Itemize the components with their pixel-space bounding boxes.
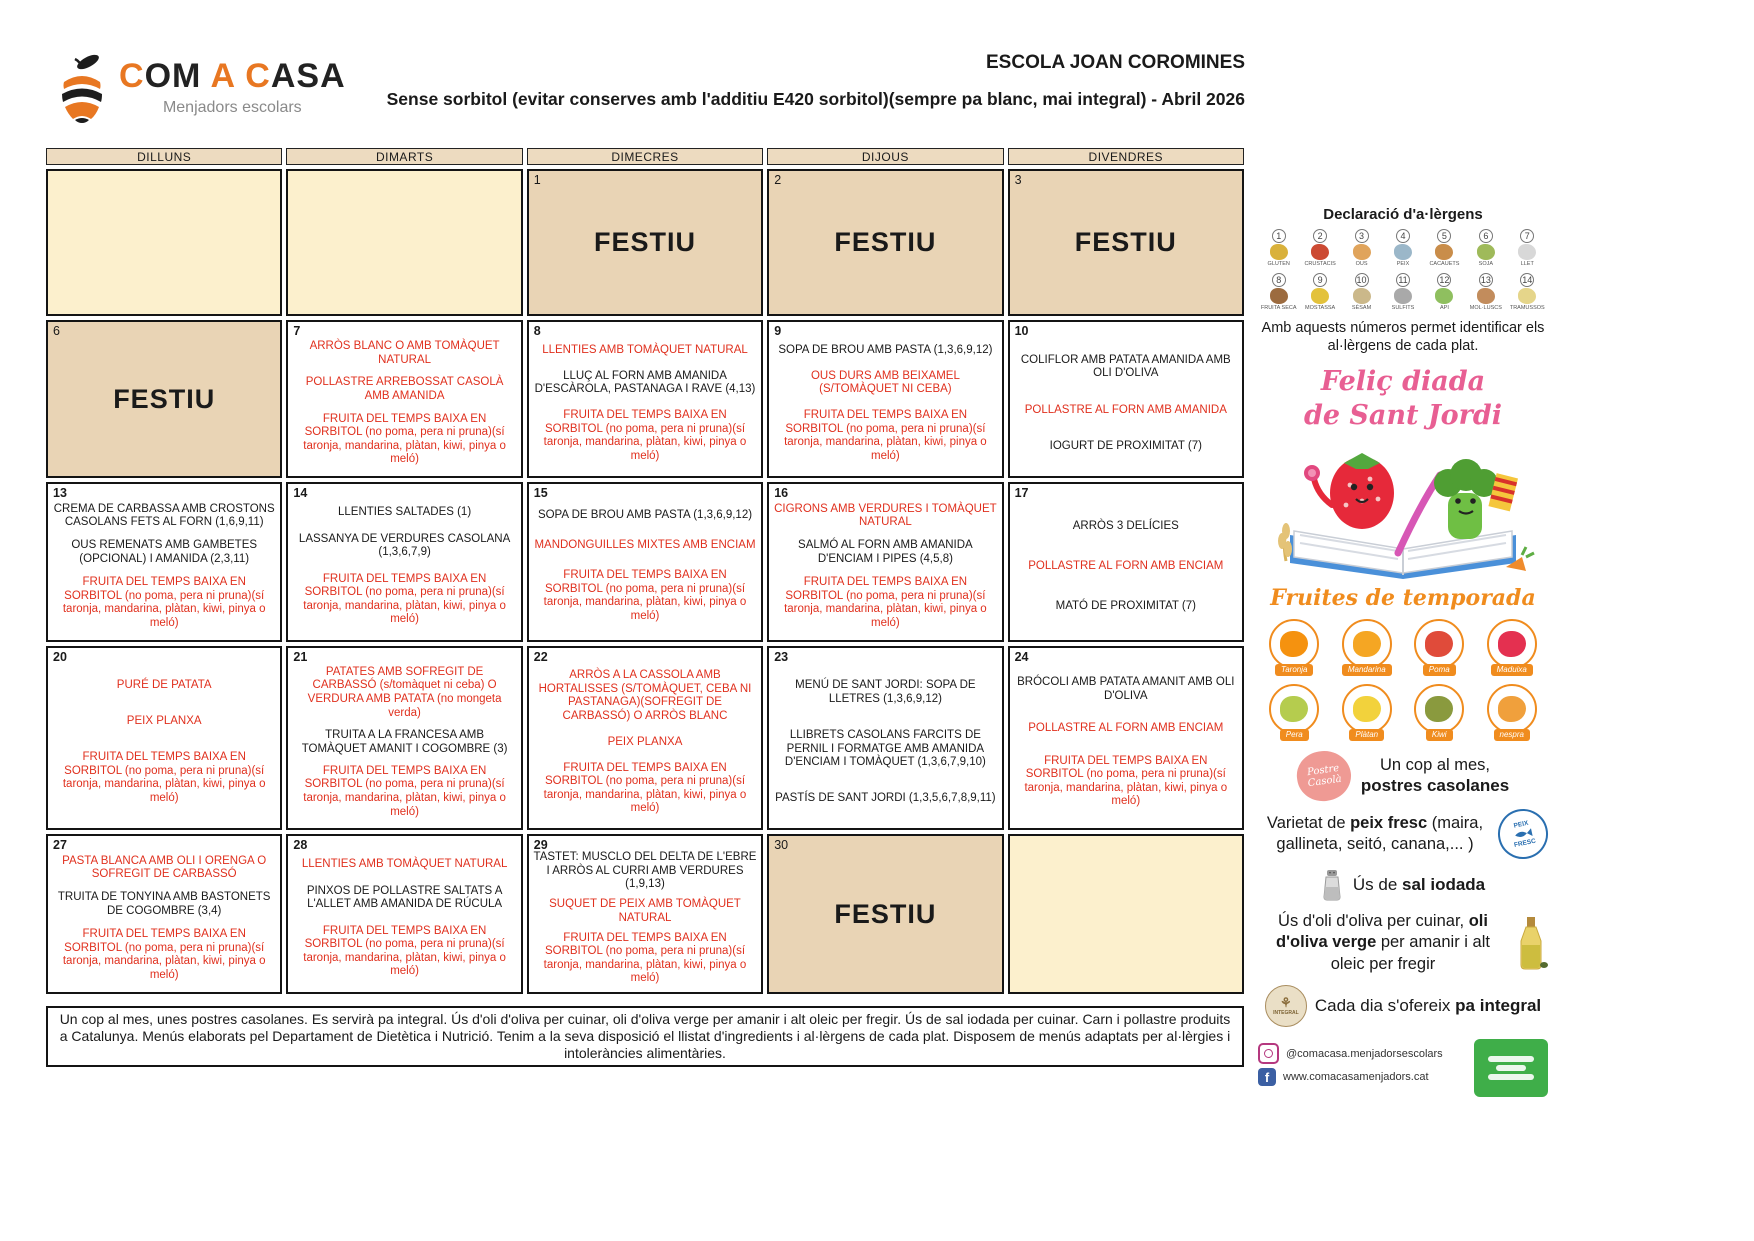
banana-icon (1353, 696, 1381, 722)
nuts-icon (1270, 288, 1288, 304)
day-number: 1 (533, 173, 541, 187)
allergen-title: Declaració d'a·lèrgens (1323, 206, 1483, 223)
mollusc-icon (1477, 288, 1495, 304)
iodized-salt-text: Ús de sal iodada (1352, 874, 1486, 894)
day-cell-8 (527, 320, 763, 478)
allergen-fruita-seca: 8 FRUITA SECA (1260, 275, 1297, 312)
festiu-cell-2 (767, 169, 1003, 316)
homemade-desserts-row (1297, 751, 1509, 801)
fruit-taronja: Taronja (1258, 619, 1331, 676)
day-number: 20 (53, 650, 67, 664)
logo-subtitle: Menjadors escolars (162, 99, 302, 116)
menu-item: MENÚ DE SANT JORDI: SOPA DE LLETRES (1,3,6,9,12) (795, 679, 976, 705)
fruits-title: Fruites de temporada (1270, 584, 1536, 611)
loquat-icon (1498, 696, 1526, 722)
allergen-mol-luscs: 13 MOL·LUSCS (1469, 275, 1502, 312)
allergen-api: 12 API (1424, 273, 1465, 311)
allergen-cacauets: 5 CACAUETS (1429, 231, 1460, 267)
partner-logo-mark (1496, 1065, 1526, 1071)
festiu-cell-6 (46, 320, 282, 478)
day-number: 16 (774, 486, 789, 500)
day-cell-14 (286, 482, 522, 642)
menu-item: IOGURT DE PROXIMITAT (7) (1049, 439, 1202, 452)
day-number: 29 (533, 838, 548, 852)
menu-item: FRUITA DEL TEMPS BAIXA EN SORBITOL (no poma, pera ni pruna)(sí taronja, mandarina, plàtan, kiwi, pinya o meló) (543, 931, 747, 985)
partner-logo-mark (1488, 1074, 1534, 1080)
menu-item: LLENTIES SALTADES (1) (338, 506, 472, 519)
festiu-label: FESTIU (834, 227, 937, 257)
sidebar (1258, 206, 1548, 1101)
festiu-cell-3 (1008, 169, 1244, 316)
brand-logo (55, 52, 346, 124)
day-number: 30 (774, 838, 789, 852)
fruit-mandarina: Mandarina (1331, 619, 1404, 676)
menu-item: POLLASTRE AL FORN AMB ENCIAM (1028, 559, 1224, 572)
menu-item: FRUITA DEL TEMPS BAIXA EN SORBITOL (no poma, pera ni pruna)(sí taronja, mandarina, plàtan, kiwi, pinya o meló) (303, 572, 506, 626)
peanut-icon (1435, 244, 1453, 260)
day-cell-21 (286, 646, 522, 830)
olive-oil-row (1258, 911, 1548, 975)
menu-item: TASTET: MUSCLO DEL DELTA DE L'EBRE I ARRÒS AL CURRI AMB VERDURES (1,9,13) (533, 851, 757, 891)
school-name: ESCOLA JOAN COROMINES (986, 52, 1245, 73)
day-cell-17 (1008, 482, 1244, 642)
menu-item: FRUITA DEL TEMPS BAIXA EN SORBITOL (no poma, pera ni pruna)(sí taronja, mandarina, plàtan, kiwi, pinya o meló) (303, 764, 506, 818)
oil-bottle-icon (1514, 915, 1548, 971)
day-header-divendres: DIVENDRES (1008, 148, 1244, 165)
day-cell-10 (1008, 320, 1244, 478)
allergen-soja: 6 SOJA (1478, 231, 1494, 267)
day-number: 7 (293, 324, 301, 338)
festiu-label: FESTIU (1074, 227, 1177, 257)
day-number: 22 (533, 650, 548, 664)
day-header-dimecres: DIMECRES (527, 148, 763, 165)
menu-item: PEIX PLANXA (126, 715, 202, 728)
empty-cell (46, 169, 282, 316)
day-cell-20 (46, 646, 282, 830)
menu-item: PASTÍS DE SANT JORDI (1,3,5,6,7,8,9,11) (775, 792, 996, 805)
integral-badge: ⚘ INTEGRAL (1265, 985, 1307, 1027)
day-header-dijous: DIJOUS (767, 148, 1003, 165)
mandarin-icon (1353, 631, 1381, 657)
menu-item: FRUITA DEL TEMPS BAIXA EN SORBITOL (no poma, pera ni pruna)(sí taronja, mandarina, plàtan, kiwi, pinya o meló) (784, 576, 987, 629)
footer-note: Un cop al mes, unes postres casolanes. Es servirà pa integral. Ús d'oli d'oliva per cuinar, oli d'oliva verge per amanir i alt oleic per fregir. Ús de sal iodada per cuinar. Carn i pollastre produits a Catalunya. Menús elaborats pel Departament de Dietètica i Nutrició. Tenim a la seva disposició el llistat d'ingredients i al·lèrgens de cada plat. Disposem de menús adaptats per al·lèrgies i intoleràncies alimentàries. (46, 1006, 1244, 1067)
sesame-icon (1353, 288, 1371, 304)
apple-icon (1425, 631, 1453, 657)
kiwi-icon (1425, 696, 1453, 722)
menu-item: MANDONGUILLES MIXTES AMB ENCIAM (534, 539, 756, 552)
strawberry-character (1304, 453, 1394, 529)
festiu-cell-1 (527, 169, 763, 316)
day-cell-24 (1008, 646, 1244, 830)
olive-oil-text: Ús d'oli d'oliva per cuinar, oli d'oliva verge per amanir i alt oleic per fregir (1276, 911, 1490, 973)
orange-icon (1280, 631, 1308, 657)
pear-icon (1280, 696, 1308, 722)
wheat-icon: ⚘ (1280, 995, 1292, 1011)
iodized-salt-row (1321, 869, 1485, 901)
allergen-gluten: 1 GLUTEN (1267, 231, 1290, 267)
eggs-icon (1353, 244, 1371, 260)
strawberry-icon (1498, 631, 1526, 657)
facebook-icon: f (1258, 1068, 1276, 1086)
milk-icon (1518, 244, 1536, 260)
allergen-grid (1258, 229, 1548, 311)
menu-item: LLENTIES AMB TOMÀQUET NATURAL (301, 858, 508, 871)
allergen-mostassa: 9 MOSTASSA (1305, 275, 1336, 312)
menu-item: SALMÓ AL FORN AMB AMANIDA D'ENCIAM I PIPES (4,5,8) (798, 539, 973, 565)
celery-icon (1435, 288, 1453, 304)
menu-item: FRUITA DEL TEMPS BAIXA EN SORBITOL (no poma, pera ni pruna)(sí taronja, mandarina, plàtan, kiwi, pinya o meló) (543, 761, 747, 815)
salt-shaker-icon (1321, 869, 1343, 901)
menu-item: FRUITA DEL TEMPS BAIXA EN SORBITOL (no poma, pera ni pruna)(sí taronja, mandarina, plàtan, kiwi, pinya o meló) (303, 412, 506, 466)
website-url[interactable]: www.comacasamenjadors.cat (1283, 1071, 1429, 1084)
day-cell-16 (767, 482, 1003, 642)
menu-item: LLIBRETS CASOLANS FARCITS DE PERNIL I FORMATGE AMB AMANIDA D'ENCIAM I TOMÀQUET (1,3,6,7,9,10) (784, 728, 986, 769)
fresh-fish-text: Varietat de peix fresc (maira, gallineta, seitó, canana,... ) (1266, 814, 1484, 853)
menu-item: ARRÒS A LA CASSOLA AMB HORTALISSES (S/TOMÀQUET, CEBA NI PASTANAGA)(SOFREGIT DE CARBASSÓ) O ARRÒS BLANC (538, 669, 752, 722)
wheat-icon (1270, 244, 1288, 260)
menu-item: POLLASTRE AL FORN AMB AMANIDA (1024, 403, 1227, 416)
day-cell-28 (286, 834, 522, 994)
menu-item: FRUITA DEL TEMPS BAIXA EN SORBITOL (no poma, pera ni pruna)(sí taronja, mandarina, plàtan, kiwi, pinya o meló) (62, 576, 266, 629)
fresh-fish-stamp: PEIX FRESC (1493, 804, 1552, 863)
day-number: 8 (533, 324, 541, 338)
sant-jordi-greeting: Feliç diada de Sant Jordi (1303, 366, 1503, 432)
fruit-nespra: nespra (1476, 684, 1549, 741)
day-number: 2 (774, 173, 782, 187)
day-number: 28 (293, 838, 308, 852)
fruit-poma: Poma (1403, 619, 1476, 676)
fruit-kiwi: Kiwi (1403, 684, 1476, 741)
menu-item: PASTA BLANCA AMB OLI I ORENGA O SOFREGIT DE CARBASSÓ (62, 854, 267, 881)
calendar-grid (46, 148, 1244, 994)
menu-item: CREMA DE CARBASSA AMB CROSTONS CASOLANS FETS AL FORN (1,6,9,11) (53, 502, 275, 529)
wholegrain-bread-text: Cada dia s'ofereix pa integral (1314, 996, 1542, 1016)
day-number: 6 (53, 324, 60, 338)
day-number: 9 (774, 324, 782, 338)
fruit-pera: Pera (1258, 684, 1331, 741)
day-header-dimarts: DIMARTS (286, 148, 522, 165)
menu-item: MATÓ DE PROXIMITAT (7) (1055, 599, 1196, 612)
menu-item: FRUITA DEL TEMPS BAIXA EN SORBITOL (no poma, pera ni pruna)(sí taronja, mandarina, plàtan, kiwi, pinya o meló) (62, 751, 266, 805)
partner-logo-mark (1488, 1056, 1534, 1062)
day-cell-13 (46, 482, 282, 642)
menu-title: Sense sorbitol (evitar conserves amb l'additiu E420 sorbitol)(sempre pa blanc, mai integral) - Abril 2026 (386, 89, 1245, 109)
day-number: 14 (293, 486, 308, 500)
menu-item: LLENTIES AMB TOMÀQUET NATURAL (542, 343, 748, 356)
menu-item: POLLASTRE AL FORN AMB ENCIAM (1028, 722, 1224, 735)
day-number: 15 (533, 486, 548, 500)
logo-title: COM A CASA (119, 57, 346, 95)
shrimp-icon (1311, 244, 1329, 260)
menu-item: SOPA DE BROU AMB PASTA (1,3,6,9,12) (778, 343, 993, 356)
day-number: 10 (1014, 324, 1029, 338)
wholegrain-bread-row (1265, 985, 1541, 1027)
allergen-ous: 3 OUS (1341, 229, 1382, 267)
menu-item: PURÉ DE PATATA (116, 679, 212, 692)
menu-item: OUS REMENATS AMB GAMBETES (OPCIONAL) I AMANIDA (2,3,11) (71, 539, 258, 565)
fruits-grid (1258, 619, 1548, 741)
festiu-label: FESTIU (834, 898, 937, 929)
menu-item: FRUITA DEL TEMPS BAIXA EN SORBITOL (no poma, pera ni pruna)(sí taronja, mandarina, plàtan, kiwi, pinya o meló) (784, 409, 987, 462)
fresh-fish-row (1258, 809, 1548, 859)
festiu-label: FESTIU (113, 383, 216, 414)
apple-logo-icon (55, 52, 109, 124)
allergen-s-sam: 10 SÈSAM (1351, 275, 1372, 312)
fruit-maduixa: Maduixa (1476, 619, 1549, 676)
empty-cell (1008, 834, 1244, 994)
broccoli-character (1434, 459, 1518, 539)
day-header-dilluns: DILLUNS (46, 148, 282, 165)
instagram-icon (1258, 1043, 1279, 1064)
day-cell-29 (527, 834, 763, 994)
menu-item: FRUITA DEL TEMPS BAIXA EN SORBITOL (no poma, pera ni pruna)(sí taronja, mandarina, plàtan, kiwi, pinya o meló) (543, 409, 747, 462)
menu-item: OUS DURS AMB BEIXAMEL (S/TOMÀQUET NI CEBA) (810, 369, 960, 396)
partner-logo (1474, 1039, 1548, 1097)
day-cell-7 (286, 320, 522, 478)
day-number: 21 (293, 650, 308, 664)
lupin-icon (1518, 288, 1536, 304)
soy-icon (1477, 244, 1495, 260)
day-cell-27 (46, 834, 282, 994)
menu-item: FRUITA DEL TEMPS BAIXA EN SORBITOL (no poma, pera ni pruna)(sí taronja, mandarina, plàtan, kiwi, pinya o meló) (303, 924, 506, 978)
day-cell-9 (767, 320, 1003, 478)
allergen-llet: 7 LLET (1507, 229, 1548, 267)
menu-item: SUQUET DE PEIX AMB TOMÀQUET NATURAL (549, 898, 741, 924)
menu-item: COLIFLOR AMB PATATA AMANIDA AMB OLI D'OLIVA (1020, 353, 1231, 380)
menu-item: FRUITA DEL TEMPS BAIXA EN SORBITOL (no poma, pera ni pruna)(sí taronja, mandarina, plàtan, kiwi, pinya o meló) (62, 928, 266, 981)
menu-item: ARRÒS BLANC O AMB TOMÀQUET NATURAL (309, 340, 500, 366)
menu-item: TRUITA A LA FRANCESA AMB TOMÀQUET AMANIT I COGOMBRE (3) (301, 728, 508, 755)
allergen-note: Amb aquests números permet identificar els al·lèrgens de cada plat. (1261, 320, 1545, 355)
menu-item: POLLASTRE ARREBOSSAT CASOLÀ AMB AMANIDA (305, 376, 504, 402)
menu-item: TRUITA DE TONYINA AMB BASTONETS DE COGOMBRE (3,4) (57, 891, 271, 917)
menu-item: PEIX PLANXA (607, 735, 683, 748)
social-block (1258, 1039, 1548, 1101)
fruit-plàtan: Plàtan (1331, 684, 1404, 741)
menu-item: FRUITA DEL TEMPS BAIXA EN SORBITOL (no poma, pera ni pruna)(sí taronja, mandarina, plàtan, kiwi, pinya o meló) (1024, 754, 1228, 808)
menu-item: PINXOS DE POLLASTRE SALTATS A L'ALLET AMB AMANIDA DE RÚCULA (306, 884, 503, 911)
day-number: 27 (53, 838, 67, 852)
wheat-decoration (1278, 523, 1292, 561)
allergen-crustacis: 2 CRUSTACIS (1304, 231, 1336, 267)
empty-cell (286, 169, 522, 316)
menu-item: ARRÒS 3 DELÍCIES (1072, 519, 1179, 532)
fish-icon (1394, 244, 1412, 260)
menu-item: BRÓCOLI AMB PATATA AMANIT AMB OLI D'OLIVA (1017, 676, 1235, 702)
postre-casola-badge: Postre Casolà (1294, 747, 1354, 804)
instagram-handle[interactable]: @comacasa.menjadorsescolars (1286, 1047, 1443, 1060)
allergen-sulfits: 11 SULFITS (1391, 275, 1415, 312)
menu-item: CIGRONS AMB VERDURES I TOMÀQUET NATURAL (774, 502, 997, 529)
menu-item: LLUÇ AL FORN AMB AMANIDA D'ESCÀROLA, PASTANAGA I RAVE (4,13) (534, 369, 756, 396)
day-number: 3 (1014, 173, 1022, 187)
festiu-label: FESTIU (593, 227, 696, 257)
day-cell-23 (767, 646, 1003, 830)
mustard-icon (1311, 288, 1329, 304)
menu-item: LASSANYA DE VERDURES CASOLANA (1,3,6,7,9) (298, 532, 511, 559)
sulphite-icon (1394, 288, 1412, 304)
day-number: 17 (1014, 486, 1029, 500)
festiu-cell-30 (767, 834, 1003, 994)
day-number: 24 (1014, 650, 1029, 664)
allergen-peix: 4 PEIX (1382, 229, 1423, 267)
day-cell-22 (527, 646, 763, 830)
sant-jordi-illustration (1270, 435, 1536, 583)
allergen-tramussos: 14 TRAMUSSOS (1509, 275, 1545, 312)
menu-item: PATATES AMB SOFREGIT DE CARBASSÓ (s/tomàquet ni ceba) O VERDURA AMB PATATA (no mongeta verda) (307, 665, 502, 719)
menu-item: FRUITA DEL TEMPS BAIXA EN SORBITOL (no poma, pera ni pruna)(sí taronja, mandarina, plàtan, kiwi, pinya o meló) (543, 569, 747, 623)
homemade-desserts-text: Un cop al mes, postres casolanes (1360, 755, 1510, 796)
day-cell-15 (527, 482, 763, 642)
day-number: 13 (53, 486, 67, 500)
day-number: 23 (774, 650, 789, 664)
menu-item: SOPA DE BROU AMB PASTA (1,3,6,9,12) (537, 509, 753, 522)
